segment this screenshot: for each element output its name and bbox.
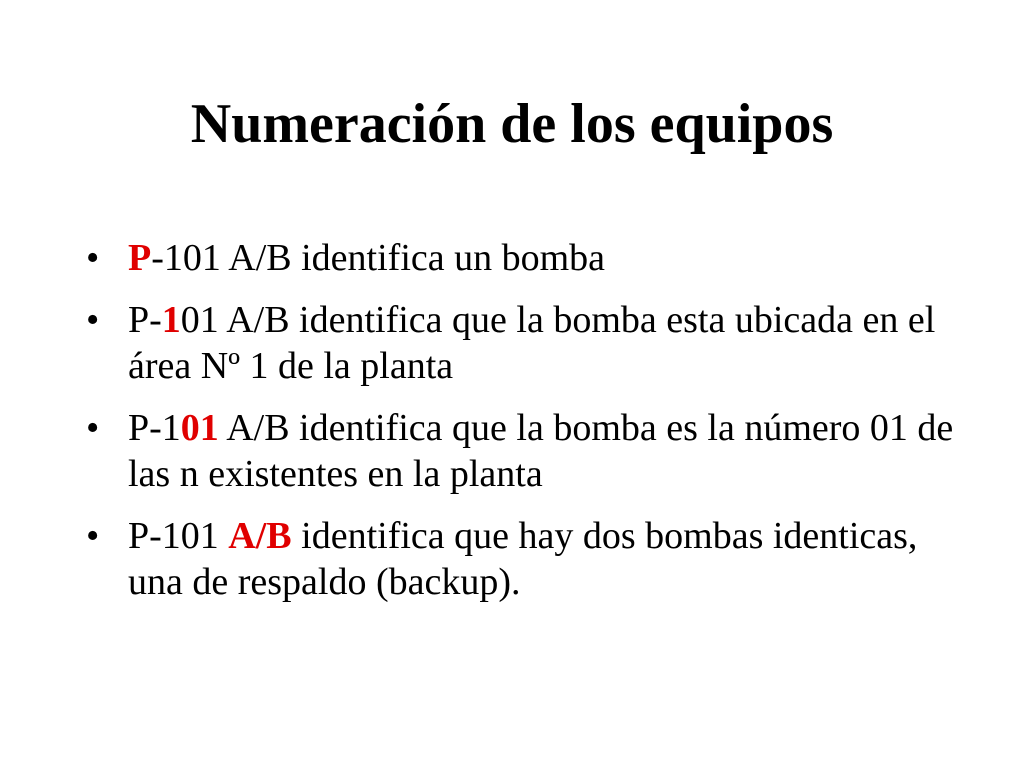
bullet-segment: P-1: [128, 407, 181, 449]
bullet-item: [80, 513, 960, 605]
bullet-segment: 01: [180, 407, 219, 449]
bullet-item: [80, 297, 960, 389]
bullet-segment: P-101: [128, 515, 229, 557]
bullet-segment: -101 A/B identifica un bomba: [151, 237, 606, 279]
bullet-segment: A/B identifica que la bomba es la número 01 de las n existentes en la planta: [128, 407, 954, 495]
bullet-segment: identifica que hay dos bombas identicas, una de respaldo (backup).: [128, 515, 918, 603]
bullet-segment: A/B: [228, 515, 292, 557]
bullet-item: [80, 405, 960, 497]
slide-title: Numeración de los equipos: [190, 93, 834, 155]
bullet-icon: •: [86, 237, 100, 279]
bullet-item: [80, 235, 960, 281]
bullet-segment: 01 A/B identifica que la bomba esta ubicada en el área Nº 1 de la planta: [128, 299, 936, 387]
bullet-segment: 1: [161, 299, 181, 341]
bullet-icon: •: [86, 299, 100, 341]
bullet-segment: P: [128, 237, 152, 279]
bullet-icon: •: [86, 515, 100, 557]
bullet-icon: •: [86, 407, 100, 449]
bullet-list: [80, 235, 960, 621]
bullet-segment: P-: [128, 299, 162, 341]
